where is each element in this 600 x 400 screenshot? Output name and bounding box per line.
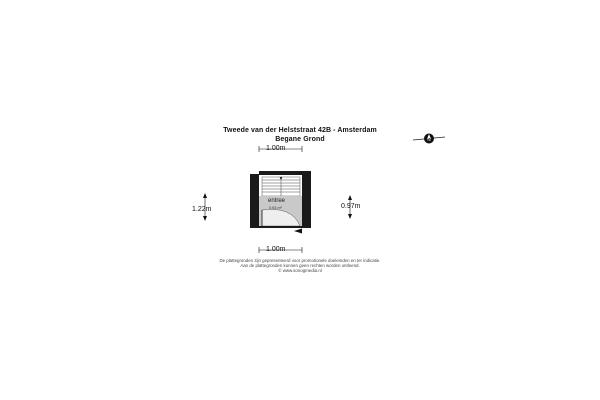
wall-top (259, 171, 302, 175)
right-dimension-label: 0.97m (341, 203, 361, 210)
wall-bottom (250, 226, 311, 228)
page-title: Tweede van der Helststraat 42B - Amsterdam (223, 127, 377, 134)
room-name: entree (268, 198, 286, 204)
disclaimer-line-1: De plattegronden zijn gepresenteerd voor promotionele doeleinden en ter indicatie. (219, 258, 381, 263)
disclaimer-line-2: Aan de plattegronden kunnen geen rechten worden ontleend. (240, 263, 360, 268)
entrance-arrow-icon (294, 229, 302, 234)
left-dimension-label: 1.22m (192, 206, 212, 213)
wall-left (250, 174, 259, 226)
bottom-dimension-label: 1.00m (266, 246, 286, 253)
top-dimension-label: 1.00m (266, 145, 286, 152)
compass-label: N (427, 137, 431, 142)
staircase (262, 177, 300, 196)
wall-right (302, 171, 311, 227)
floor-subtitle: Begane Grond (275, 136, 325, 143)
copyright: © www.sonogmedia.nl (278, 268, 322, 273)
stair-direction-dot (280, 177, 282, 179)
room-area: 0.93 m² (269, 206, 282, 210)
